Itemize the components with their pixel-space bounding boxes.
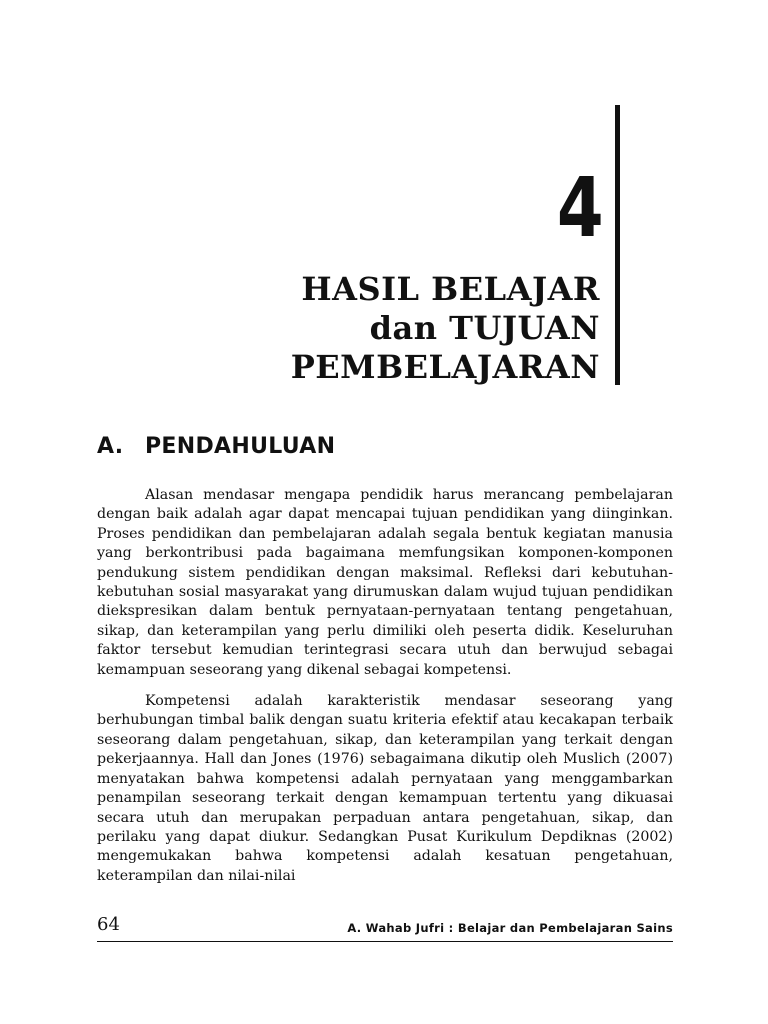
paragraph-2: Kompetensi adalah karakteristik mendasar seseorang yang berhubungan timbal balik dengan suatu kriteria efektif atau kecakapan terbaik seseorang dalam pengetahuan, sikap, dan keterampilan yang terkait dengan pekerjaannya. Hall dan Jones (1976) sebagaimana dikutip oleh Muslich (2007) menyatakan bahwa kompetensi adalah pernyataan yang menggambarkan penampilan seseorang terkait dengan kemampuan tertentu yang dikuasai secara utuh dan merupakan perpaduan antara pengetahuan, sikap, dan perilaku yang dapat diukur. Sedangkan Pusat Kurikulum Depdiknas (2002) mengemukakan bahwa kompetensi adalah kesatuan pengetahuan, keterampilan dan nilai-nilai [97, 693, 673, 884]
section-number: A. [97, 434, 124, 459]
chapter-title [291, 270, 600, 387]
chapter-number: 4 [556, 161, 602, 256]
section-title: PENDAHULUAN [145, 434, 336, 459]
page-number: 64 [97, 914, 120, 935]
paragraph-1: Alasan mendasar mengapa pendidik harus merancang pembelajaran dengan baik adalah agar dapat mencapai tujuan pendidikan yang diinginkan. Proses pendidikan dan pembelajaran adalah segala bentuk kegiatan manusia yang berkontribusi pada bagaimana memfungsikan komponen-komponen pendukung sistem pendidikan dengan maksimal. Refleksi dari kebutuhan-kebutuhan sosial masyarakat yang dirumuskan dalam wujud tujuan pendidikan diekspresikan dalam bentuk pernyataan-pernyataan tentang pengetahuan, sikap, dan keterampilan yang perlu dimiliki oleh peserta didik. Keseluruhan faktor tersebut kemudian terintegrasi secara utuh dan berwujud sebagai kemampuan seseorang yang dikenal sebagai kompetensi. [97, 487, 673, 678]
chapter-title-line-2: dan TUJUAN [369, 309, 600, 347]
footer-rule [97, 941, 673, 942]
chapter-divider-bar [615, 105, 620, 385]
chapter-title-line-3: PEMBELAJARAN [290, 348, 600, 386]
running-footer: A. Wahab Jufri : Belajar dan Pembelajaran Sains [347, 921, 673, 935]
body-text [97, 486, 673, 898]
section-heading [97, 434, 335, 459]
chapter-title-line-1: HASIL BELAJAR [301, 270, 600, 308]
